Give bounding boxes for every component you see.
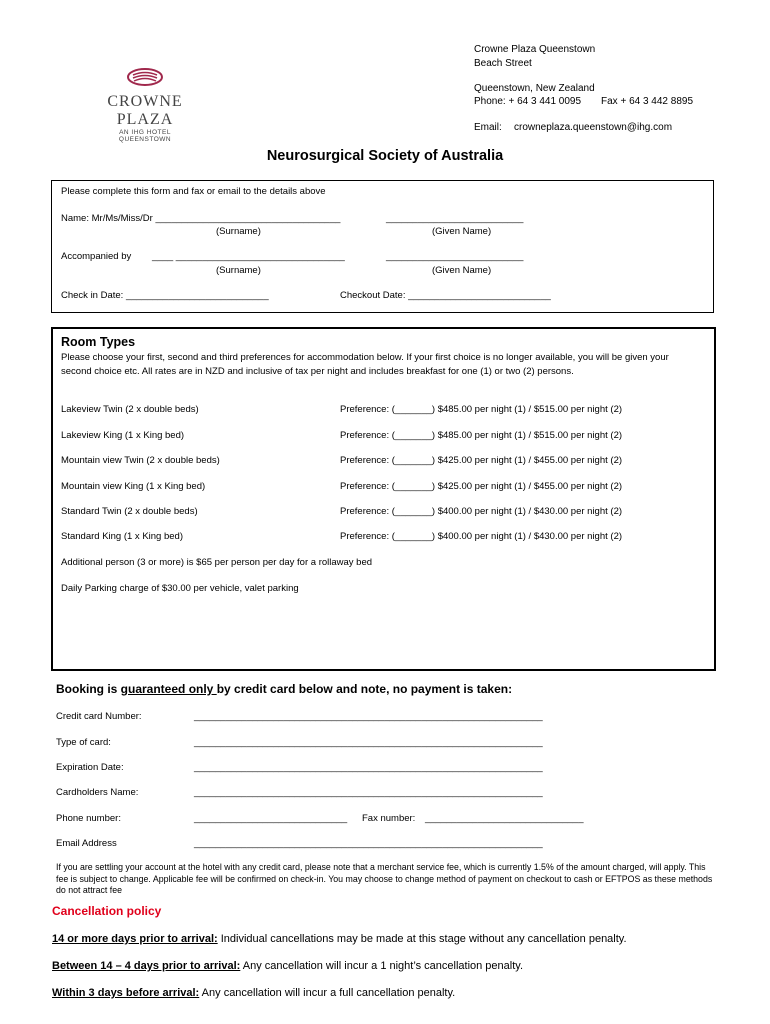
check-in-date-field[interactable]: Check in Date: ___________________________ bbox=[61, 290, 269, 301]
accompanied-given-name-caption: (Given Name) bbox=[432, 265, 492, 276]
room-name: Standard Twin (2 x double beds) bbox=[61, 506, 198, 517]
fax-number-label: Fax number: bbox=[362, 813, 416, 824]
phone-number-field[interactable]: _____________________________ bbox=[194, 813, 348, 824]
given-name-field[interactable]: __________________________ bbox=[386, 213, 524, 224]
hotel-logo bbox=[84, 68, 206, 143]
booking-header-emphasis: guaranteed only bbox=[120, 682, 217, 696]
credit-card-number-label: Credit card Number: bbox=[56, 711, 142, 722]
accompanied-label: Accompanied by bbox=[61, 251, 132, 262]
cancellation-rule-text: Any cancellation will incur a 1 night’s cancellation penalty. bbox=[240, 960, 524, 972]
expiration-date-label: Expiration Date: bbox=[56, 762, 124, 773]
address-line-2: Beach Street bbox=[474, 58, 532, 69]
room-types-title: Room Types bbox=[61, 335, 136, 349]
phone-number-label: Phone number: bbox=[56, 813, 121, 824]
hotel-phone: Phone: + 64 3 441 0095 bbox=[474, 96, 582, 107]
hotel-email[interactable]: crowneplaza.queenstown@ihg.com bbox=[514, 122, 673, 133]
room-preference-field[interactable]: Preference: (_______) $425.00 per night (1) / $455.00 per night (2) bbox=[340, 481, 623, 492]
cancellation-rule-term: 14 or more days prior to arrival: bbox=[52, 933, 218, 945]
booking-header bbox=[56, 682, 512, 696]
room-name: Lakeview Twin (2 x double beds) bbox=[61, 404, 199, 415]
checkout-date-field[interactable]: Checkout Date: ___________________________ bbox=[340, 290, 551, 301]
cancellation-rule-text: Individual cancellations may be made at this stage without any cancellation penalty. bbox=[217, 933, 627, 945]
hotel-fax: Fax + 64 3 442 8895 bbox=[601, 96, 694, 107]
cancellation-title: Cancellation policy bbox=[52, 904, 162, 918]
name-field[interactable]: Name: Mr/Ms/Miss/Dr ___________________________________ bbox=[61, 213, 341, 224]
room-preference-field[interactable]: Preference: (_______) $485.00 per night (1) / $515.00 per night (2) bbox=[340, 404, 623, 415]
cancellation-rule-text: Any cancellation will incur a full cancellation penalty. bbox=[199, 987, 456, 999]
booking-header-post: by credit card below and note, no payment is taken: bbox=[216, 682, 513, 696]
card-type-field[interactable]: __________________________________________________________________ bbox=[194, 737, 543, 748]
form-instruction: Please complete this form and fax or email to the details above bbox=[61, 186, 326, 197]
room-name: Mountain view King (1 x King bed) bbox=[61, 481, 206, 492]
surname-caption: (Surname) bbox=[216, 226, 261, 237]
email-address-label: Email Address bbox=[56, 838, 117, 849]
room-types-description: Please choose your first, second and third preferences for accommodation below. If your first choice is no longer available, you will be given your second choice etc. All rates are in NZD and inclusive of tax per night and includes breakfast for one (1) or two (2) persons. bbox=[61, 352, 669, 377]
brand-name: CROWNE PLAZA bbox=[107, 93, 183, 128]
address-line-3: Queenstown, New Zealand bbox=[474, 83, 595, 94]
room-name: Standard King (1 x King bed) bbox=[61, 531, 183, 542]
parking-note: Daily Parking charge of $30.00 per vehicle, valet parking bbox=[61, 583, 299, 594]
room-preference-field[interactable]: Preference: (_______) $485.00 per night (1) / $515.00 per night (2) bbox=[340, 430, 623, 441]
accompanied-given-name-field[interactable]: __________________________ bbox=[386, 251, 524, 262]
given-name-caption: (Given Name) bbox=[432, 226, 492, 237]
page-title: Neurosurgical Society of Australia bbox=[266, 148, 504, 164]
address-line-1: Crowne Plaza Queenstown bbox=[474, 44, 596, 55]
cancellation-rule-term: Between 14 – 4 days prior to arrival: bbox=[52, 960, 241, 972]
cardholder-name-label: Cardholders Name: bbox=[56, 787, 139, 798]
room-preference-field[interactable]: Preference: (_______) $425.00 per night (1) / $455.00 per night (2) bbox=[340, 455, 623, 466]
email-address-field[interactable]: __________________________________________________________________ bbox=[194, 838, 543, 849]
brand-location: QUEENSTOWN bbox=[118, 136, 172, 143]
fax-number-field[interactable]: ______________________________ bbox=[425, 813, 584, 824]
room-preference-field[interactable]: Preference: (_______) $400.00 per night (1) / $430.00 per night (2) bbox=[340, 531, 623, 542]
expiration-date-field[interactable]: __________________________________________________________________ bbox=[194, 762, 543, 773]
accompanied-surname-caption: (Surname) bbox=[216, 265, 261, 276]
merchant-fee-note: If you are settling your account at the hotel with any credit card, please note that a merchant service fee, which is currently 1.5% of the amount charged, will apply. This fee is subject to change. Applicable fee will be confirmed on check-in. You may choose to change method of payment on checkout to cash or EFTPOS as these methods do not attract fee bbox=[56, 862, 713, 895]
crowne-plaza-logo-mark-icon bbox=[125, 68, 165, 86]
card-type-label: Type of card: bbox=[56, 737, 111, 748]
credit-card-number-field[interactable]: __________________________________________________________________ bbox=[194, 711, 543, 722]
booking-header-pre: Booking is bbox=[56, 682, 121, 696]
hotel-email-label: Email: bbox=[474, 122, 502, 133]
room-types-box bbox=[51, 327, 716, 671]
room-name: Lakeview King (1 x King bed) bbox=[61, 430, 185, 441]
room-name: Mountain view Twin (2 x double beds) bbox=[61, 455, 220, 466]
room-preference-field[interactable]: Preference: (_______) $400.00 per night (1) / $430.00 per night (2) bbox=[340, 506, 623, 517]
additional-person-note: Additional person (3 or more) is $65 per person per day for a rollaway bed bbox=[61, 557, 373, 568]
cancellation-rule bbox=[52, 960, 523, 972]
accompanied-surname-field[interactable]: ____ ________________________________ bbox=[152, 251, 345, 262]
brand-tagline: AN IHG HOTEL bbox=[119, 129, 171, 136]
cancellation-rule-term: Within 3 days before arrival: bbox=[52, 987, 200, 999]
cancellation-rule bbox=[52, 933, 627, 945]
cardholder-name-field[interactable]: __________________________________________________________________ bbox=[194, 787, 543, 798]
cancellation-rule bbox=[52, 987, 455, 999]
